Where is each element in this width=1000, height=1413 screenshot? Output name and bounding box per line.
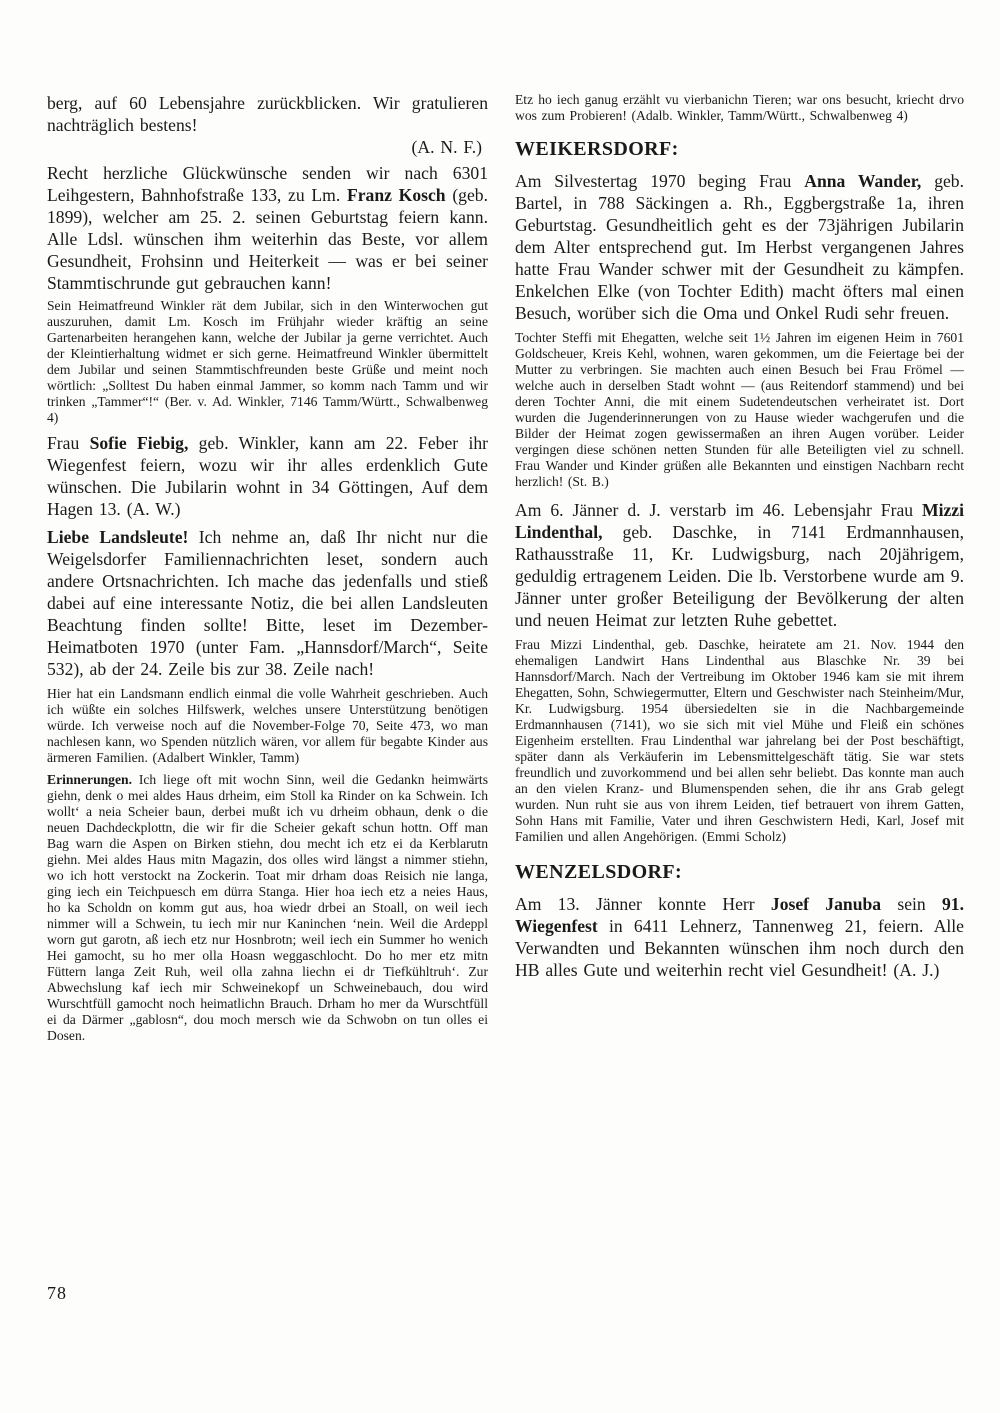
- text-run: Ich nehme an, daß Ihr nicht nur die Weigelsdorfer Familiennachrichten leset, sondern auch andere Ortsnachrichten. Ich mache das jedenfalls und stieß dabei auf eine interessante Notiz, die bei allen Landsleuten Beachtung finden sollte! Bitte, leset im Dezember-Heimatboten 1970 (unter Fam. „Hannsdorf/March“, Seite 532), ab der 24. Zeile bis zur 38. Zeile nach!: [47, 527, 488, 679]
- text-run: sein: [881, 894, 942, 914]
- text-run: Recht herzliche Glückwünsche senden wir nach 6301 Leihgestern, Bahnhofstraße 133, zu Lm.: [47, 163, 488, 205]
- paragraph-erinnerungen-dialect: [47, 772, 488, 1044]
- text-run: in 6411 Lehnerz, Tannenweg 21, feiern. Alle Verwandten und Bekannten wünschen ihm noch durch den HB alles Gute und weiterhin recht viel Gesundheit! (A. J.): [515, 916, 964, 980]
- text-run: Am Silvestertag 1970 beging Frau: [515, 171, 805, 191]
- text-run: (geb. 1899), welcher am 25. 2. seinen Geburtstag feiern kann. Alle Ldsl. wünschen ihm weiterhin das Beste, vor allem Gesundheit, Frohsinn und Heiterkeit — was er bei seiner Stammtischrunde gut gebrauchen kann!: [47, 185, 488, 293]
- bold-name-mizzi-lindenthal: Mizzi Lindenthal,: [515, 500, 964, 542]
- text-run: geb. Bartel, in 788 Säckingen a. Rh., Eggbergstraße 1a, ihren Geburtstag. Gesundheitlich geht es der 73jährigen Jubilarin dem Alter entsprechend gut. Im Herbst vergangenen Jahres hatte Frau Wander schwer mit der Gesundheit zu kämpfen. Enkelchen Elke (von Tochter Edith) macht öfters mal einen Besuch, worüber sich die Oma und Onkel Rudi sehr freuen.: [515, 171, 964, 323]
- bold-name-anna-wander: Anna Wander,: [804, 171, 922, 191]
- text-run: Ich liege oft mit wochn Sinn, weil die Gedankn heimwärts giehn, denk o mei aldes Haus drheim, eim Stoll ka Rinder on ka Schwein. Ich wollt‘ a neia Scheier baun, derbei mußt ich vu drheim obhaun, denk o die neuen Dachdeckplottn, die wir fir die Scheier gekaft schun hottn. Off man Bag warn die Aspen on Birken stiehn, dou mecht ich etz ei da Kerblarutn giehn. Mei aldes Haus mitn Magazin, dos olles wird längst a nimmer stiehn, wo ich hott verstockt na Zockerin. Toat mir drham doas Reisich nie langa, ging iech ein Teichpuesch em dürra Stanga. Hier hoa iech etz a neies Haus, ho ka Scholdn on komm gut aus, hoa wiedr drbei an Stoall, on weil iech nimmer will a Schwein, tu iech mir nur Kaninchen ‘nein. Weil die Ardeppl worn gut garotn, aß iech etz nur Hosnbrotn; weil iech ein Summer ho wenich Hei gamocht, su ho mer olla Hoasn weggaschlocht. Do ho mer etz mitn Füttern langa Zeit Ruh, weil olla zahna liechn ei dr Tiefkühltruh‘. Zur Abwechslung kaf iech mir Schweinekopf un Schweinebauch, dou wird Wurschtfüll gamocht noch heimatlichn Brauch. Drham ho mer da Wurschtfüll ei da Därmer „gablosn“, dou moch mersch wie da Schwobn on tun olles ei Dosen.: [47, 772, 488, 1043]
- bold-name-franz-kosch: Franz Kosch: [346, 185, 446, 205]
- paragraph-josef-januba: [515, 893, 964, 981]
- signature-initials: (A. N. F.): [411, 137, 482, 157]
- paragraph-lindenthal-biography: Frau Mizzi Lindenthal, geb. Daschke, heiratete am 21. Nov. 1944 den ehemaligen Landwirt Hans Lindenthal aus Blaschke Nr. 39 bei Hannsdorf/March. Nach der Vertreibung im Oktober 1946 kam sie mit ihrem Ehegatten, Sohn, Schwiegermutter, Eltern und Geschwister nach Steinheim/Mur, Kr. Ludwigsburg. 1954 übersiedelten sie in die Nachbargemeinde Erdmannhausen (7141), wo sie sich mit viel Mühe und Fleiß ein schönes Eigenheim erstellten. Frau Lindenthal war jahrelang bei der Post beschäftigt, später dann als Verkäuferin im Lebensmittelgeschäft tätig. Sie war stets freundlich und zuvorkommend und bei allen sehr beliebt. Das konnte man auch an den vielen Kranz- und Blumenspenden sehen, die ihr ans Grab gelegt wurden. Nun ruht sie aus von ihrem Leiden, tief betrauert von ihrem Gatten, Sohn Hans mit Familie, Vater und ihren Geschwistern Hedi, Karl, Josef mit Familien und allen Angehörigen. (Emmi Scholz): [515, 637, 964, 844]
- bold-name-josef-januba: Josef Januba: [770, 894, 882, 914]
- paragraph-dialect-closing: Etz ho iech ganug erzählt vu vierbanichn Tieren; war ons besucht, kriecht drvo wos zum Probieren! (Adalb. Winkler, Tamm/Württ., Schwalbenweg 4): [515, 92, 964, 123]
- text-run: berg, auf 60 Lebensjahre zurückblicken. Wir gratulieren nachträglich bestens!: [47, 93, 488, 135]
- bold-lead-erinnerungen: Erinnerungen.: [47, 772, 132, 787]
- text-run: Am 13. Jänner konnte Herr: [515, 894, 771, 914]
- paragraph-liebe-landsleute: [47, 526, 488, 680]
- page-number: 78: [47, 1283, 67, 1303]
- bold-lead-liebe-landsleute: Liebe Landsleute!: [47, 527, 189, 547]
- paragraph-anna-wander: [515, 170, 964, 324]
- text-run: geb. Winkler, kann am 22. Feber ihr Wiegenfest feiern, wozu wir ihr alles erdenklich Gute wünschen. Die Jubilarin wohnt in 34 Göttingen, Auf dem Hagen 13. (A. W.): [47, 433, 488, 519]
- paragraph-tochter-steffi: Tochter Steffi mit Ehegatten, welche seit 1½ Jahren im eigenen Heim in 7601 Goldscheuer, Kreis Kehl, wohnen, waren gekommen, um die Feiertage bei der Mutter zu verbringen. Sie machten auch einen Besuch bei Frau Frömel — welche auch in derselben Stadt wohnt — (aus Reitendorf stammend) und bei deren Tochter Anni, die mit einem Sudetendeutschen verheiratet ist. Dort wurden die Jugenderinnerungen von zu Hause wieder wachgerufen und die Bilder der Heimat zogen gewissermaßen an ihren Augen vorüber. Leider vergingen diese schönen netten Stunden für alle Beteiligten viel zu schnell. Frau Wander und Kinder grüßen alle Bekannten und einstigen Nachbarn recht herzlich! (St. B.): [515, 330, 964, 489]
- paragraph-mizzi-lindenthal-obituary: [515, 499, 964, 631]
- right-column: [515, 92, 964, 1050]
- paragraph-sofie-fiebig: [47, 432, 488, 520]
- text-run: geb. Daschke, in 7141 Erdmannhausen, Rathausstraße 11, Kr. Ludwigsburg, nach 20jährigem, geduldig ertragenem Leiden. Die lb. Verstorbene wurde am 9. Jänner unter großer Beteiligung der Bevölkerung der alten und neuen Heimat zur letzten Ruhe gebettet.: [515, 522, 964, 630]
- section-heading-wenzelsdorf: WENZELSDORF:: [515, 861, 683, 883]
- paragraph-landsmann-wahrheit: Hier hat ein Landsmann endlich einmal die volle Wahrheit geschrieben. Auch ich wüßte ein solches Hilfswerk, welches unsere Unterstützung benötigen würde. Ich verweise noch auf die November-Folge 70, Seite 473, wo man nachlesen kann, wo Spenden nützlich wären, vor allem für begabte Kinder aus ärmeren Familien. (Adalbert Winkler, Tamm): [47, 686, 488, 765]
- bold-91-wiegenfest: 91. Wiegenfest: [515, 894, 964, 936]
- text-run: Frau: [47, 433, 90, 453]
- paragraph-winkler-note: Sein Heimatfreund Winkler rät dem Jubilar, sich in den Winterwochen gut auszuruhen, damit Lm. Kosch im Frühjahr wieder kräftig an seine Gartenarbeiten herangehen kann, welche der Jubilar ja gerne verrichtet. Auch der Kleintierhaltung widmet er sich gerne. Heimatfreund Winkler übermittelt dem Jubilar und seinen Stammtischfreunden beste Grüße und meint noch wörtlich: „Solltest Du haben einmal Jammer, so komm nach Tamm und wir trinken „Tammer“!“ (Ber. v. Ad. Winkler, 7146 Tamm/Württ., Schwalbenweg 4): [47, 298, 488, 425]
- bold-name-sofie-fiebig: Sofie Fiebig,: [89, 433, 189, 453]
- paragraph-franz-kosch: [47, 162, 488, 294]
- section-heading-weikersdorf: WEIKERSDORF:: [515, 138, 679, 160]
- left-column: [47, 92, 488, 1050]
- text-run: Am 6. Jänner d. J. verstarb im 46. Lebensjahr Frau: [515, 500, 922, 520]
- paragraph-birthday-continuation: [47, 92, 488, 158]
